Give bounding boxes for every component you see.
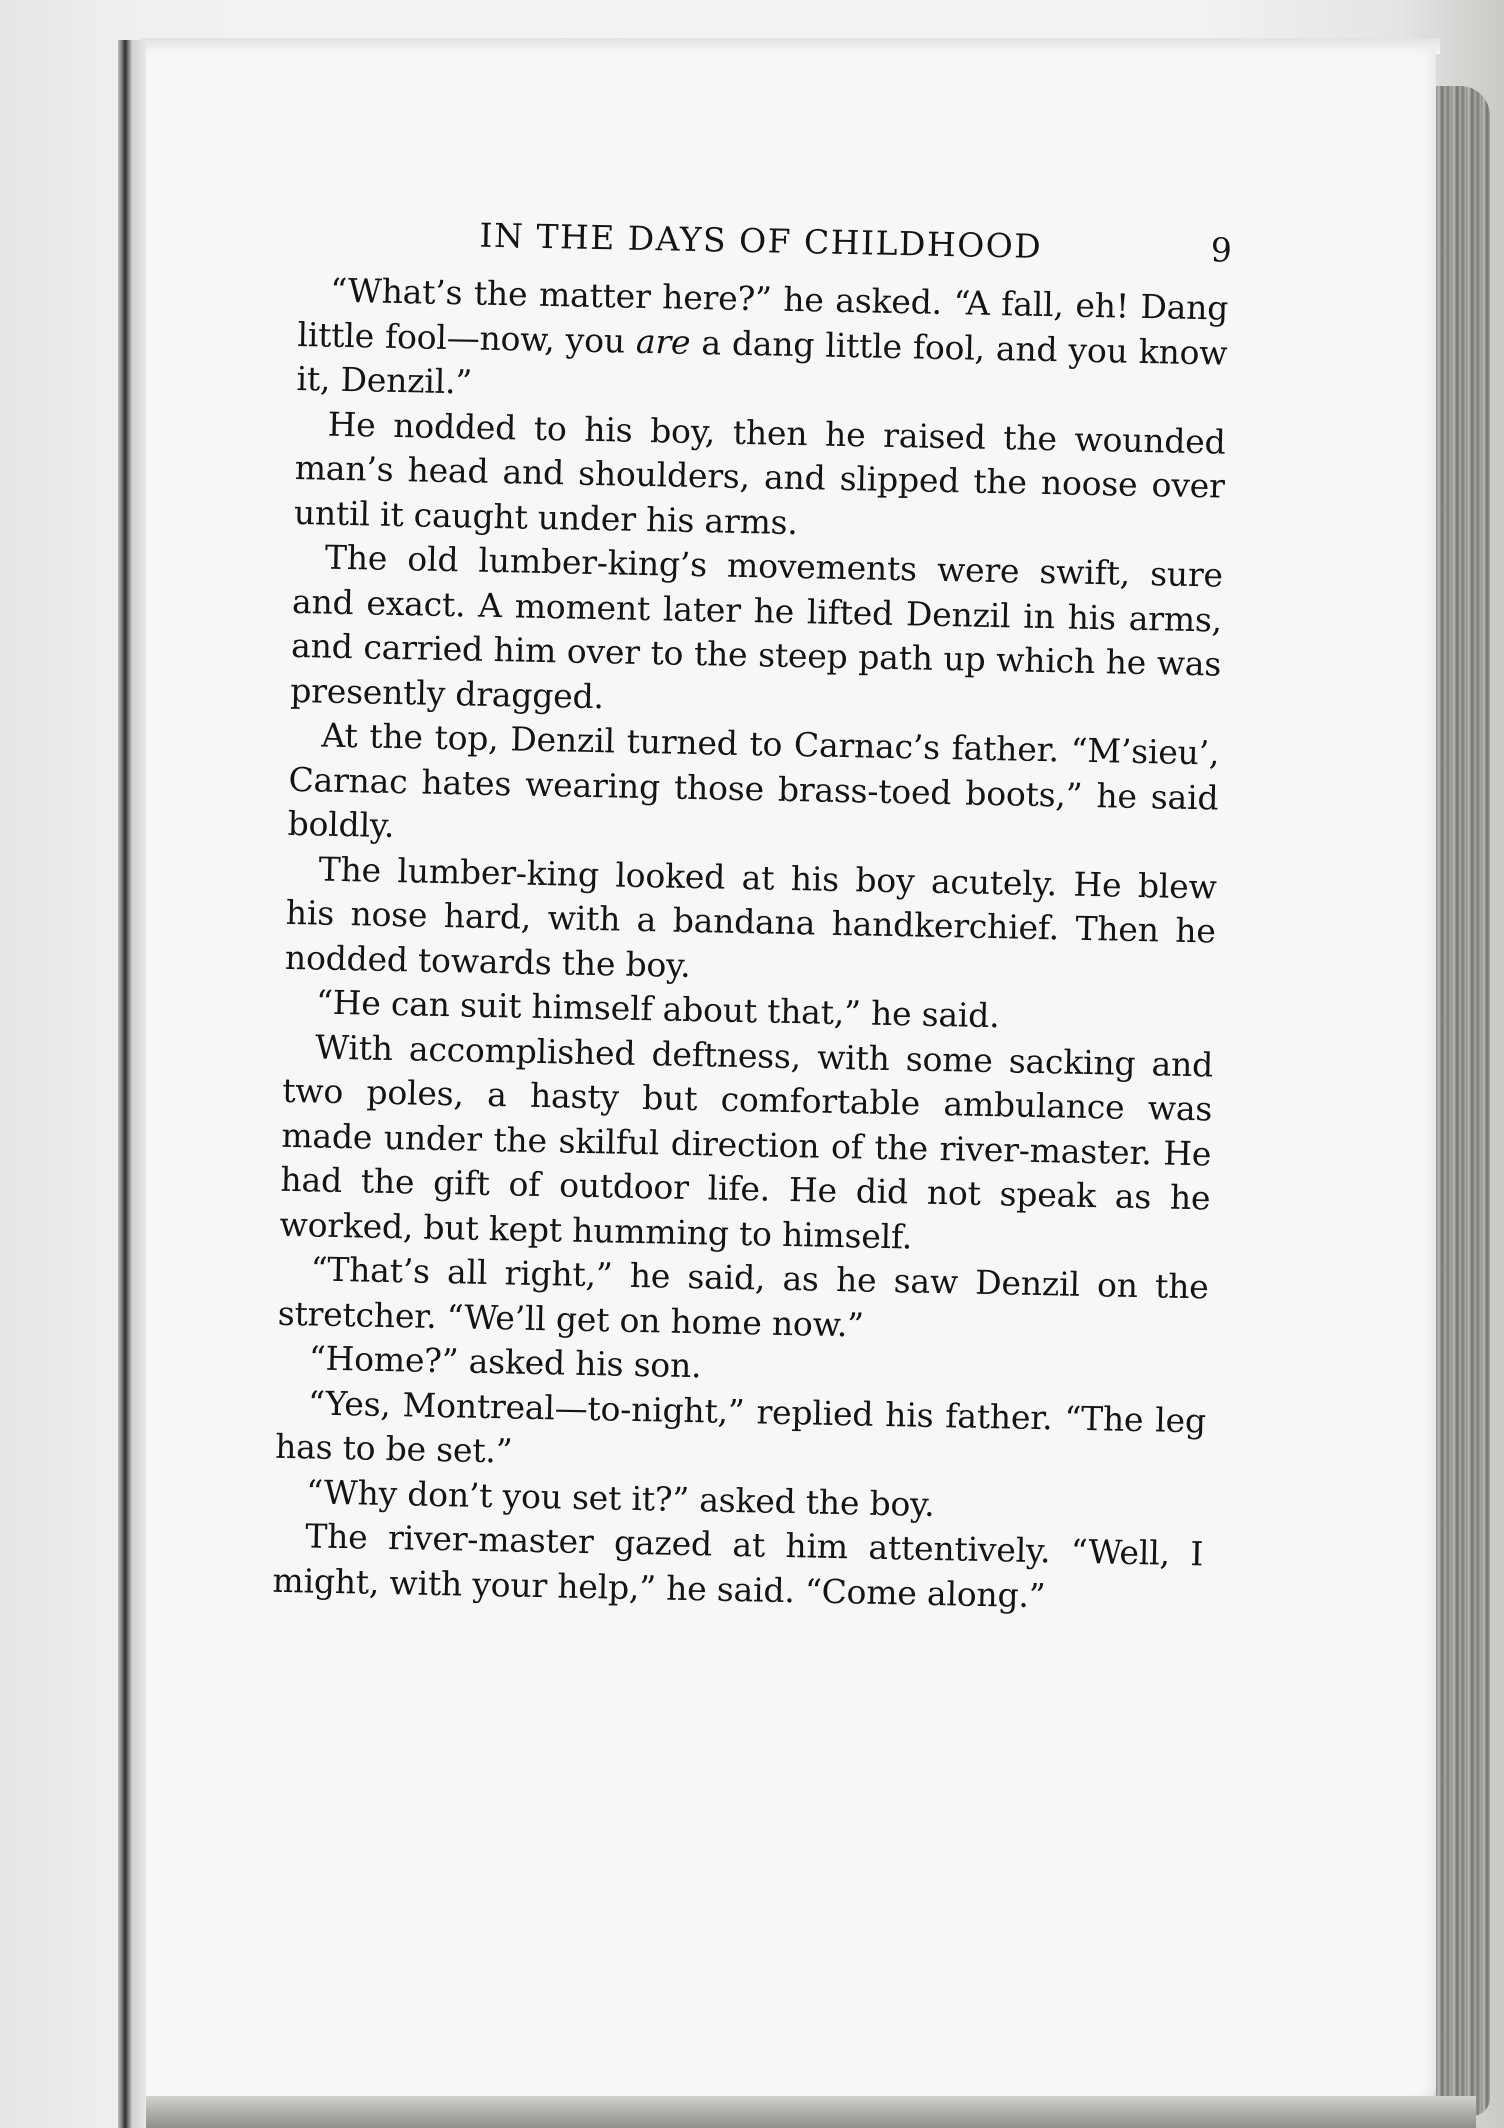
paragraph: The old lumber-king’s movements were swift, sure and exact. A moment later he lifted Denzil in his arms, and carried him over to the steep path up which he was presently dragged. — [289, 537, 1224, 716]
book-spine — [118, 40, 148, 2128]
paragraph: “That’s all right,” he said, as he saw Denzil on the stretcher. “We’ll get on home now.” — [277, 1249, 1209, 1345]
running-title: IN THE DAYS OF CHILDHOOD — [479, 215, 1043, 266]
emphasized-word: are — [635, 321, 691, 362]
paragraph — [296, 268, 1228, 420]
page-text-block — [272, 210, 1234, 1621]
page-number: 9 — [1210, 230, 1234, 270]
paragraph-text: “What’s the matter here?” he asked. “A fall, eh! Dang little fool—now, you — [297, 270, 1229, 361]
paragraph: “He can suit himself about that,” he said. — [315, 982, 1000, 1036]
page-bottom-edge — [146, 2096, 1476, 2128]
paragraph: “Why don’t you set it?” asked the boy. — [305, 1471, 935, 1524]
paragraph: “Home?” asked his son. — [308, 1338, 702, 1386]
page-stack-edge — [1436, 86, 1490, 2116]
paragraph: He nodded to his boy, then he raised the wounded man’s head and shoulders, and slipped the noose over until it caught under his arms. — [293, 404, 1226, 542]
paragraph: At the top, Denzil turned to Carnac’s father. “M’sieu’, Carnac hates wearing those brass-toed boots,” he said boldly. — [287, 715, 1220, 846]
paragraph: The lumber-king looked at his boy acutely. He blew his nose hard, with a bandana handkerchief. Then he nodded towards the boy. — [284, 849, 1217, 985]
paragraph: The river-master gazed at him attentively. “Well, I might, with your help,” he said. “Come along.” — [272, 1516, 1204, 1615]
paragraph: “Yes, Montreal—to-night,” replied his father. “The leg has to be set.” — [274, 1382, 1207, 1471]
paragraph-text: a dang little fool, and you know it, Denzil.” — [296, 322, 1228, 402]
paragraph: With accomplished deftness, with some sacking and two poles, a hasty but comfortable ambulance was made under the skilful direction of the river-master. He had the gift of outdoor life. He did not speak as he worked, but kept humming to himself. — [279, 1026, 1214, 1256]
